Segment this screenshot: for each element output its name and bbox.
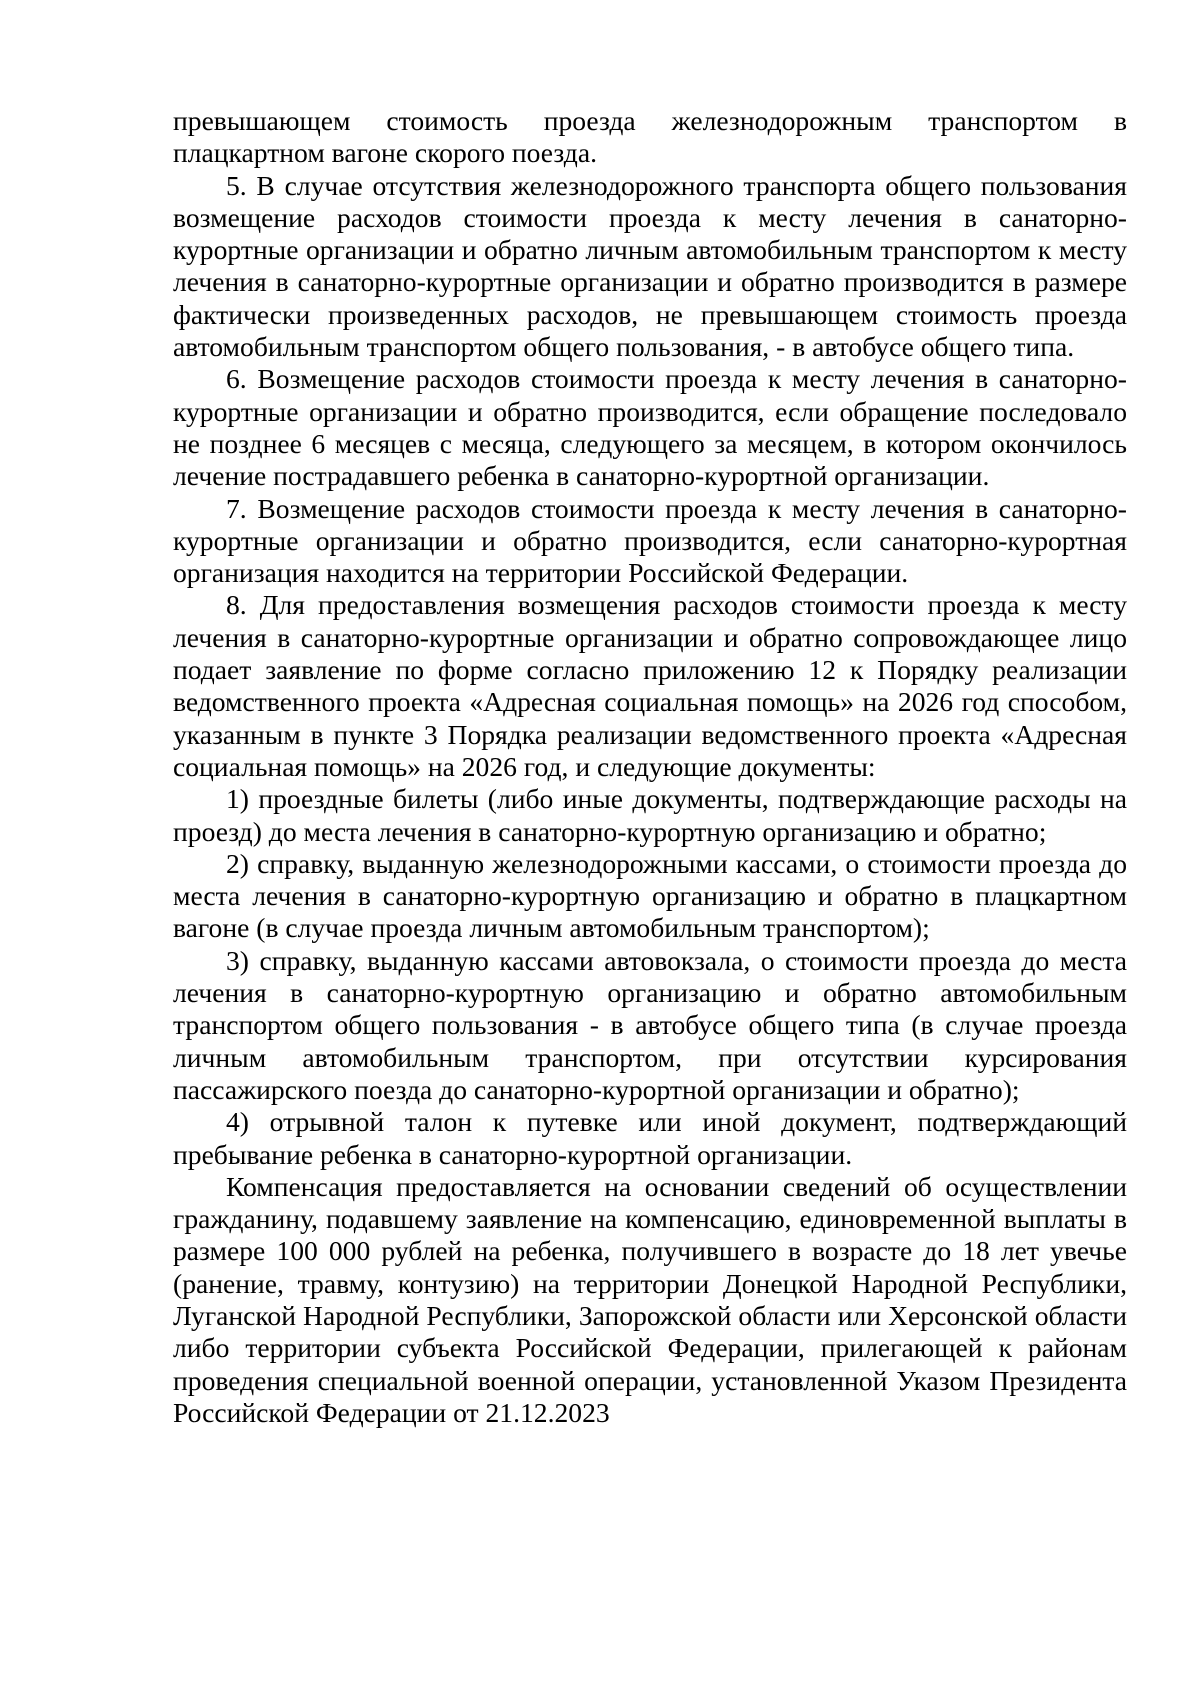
list-item-3: 3) справку, выданную кассами автовокзала, о стоимости проезда до места лечения в санаторно-курортную организацию и обратно автомобильным транспортом общего пользования - в автобусе общего типа (в случае проезда личным автомобильным транспортом, при отсутствии курсирования пассажирского поезда до санаторно-курортной организации и обратно);: [173, 944, 1127, 1105]
list-item-4: 4) отрывной талон к путевке или иной документ, подтверждающий пребывание ребенка в санаторно-курортной организации.: [173, 1106, 1127, 1170]
paragraph-item-6: 6. Возмещение расходов стоимости проезда к месту лечения в санаторно-курортные организации и обратно производится, если обращение последовало не позднее 6 месяцев с месяца, следующего за месяцем, в котором окончилось лечение пострадавшего ребенка в санаторно-курортной организации.: [173, 363, 1127, 492]
list-item-1: 1) проездные билеты (либо иные документы, подтверждающие расходы на проезд) до места лечения в санаторно-курортную организацию и обратно;: [173, 783, 1127, 847]
paragraph-item-5: 5. В случае отсутствия железнодорожного транспорта общего пользования возмещение расходов стоимости проезда к месту лечения в санаторно-курортные организации и обратно личным автомобильным транспортом к месту лечения в санаторно-курортные организации и обратно производится в размере фактически произведенных расходов, не превышающем стоимость проезда автомобильным транспортом общего пользования, - в автобусе общего типа.: [173, 169, 1127, 363]
paragraph-continuation: превышающем стоимость проезда железнодорожным транспортом в плацкартном вагоне скорого поезда.: [173, 105, 1127, 169]
paragraph-item-7: 7. Возмещение расходов стоимости проезда к месту лечения в санаторно-курортные организации и обратно производится, если санаторно-курортная организация находится на территории Российской Федерации.: [173, 492, 1127, 589]
paragraph-item-8: 8. Для предоставления возмещения расходов стоимости проезда к месту лечения в санаторно-курортные организации и обратно сопровождающее лицо подает заявление по форме согласно приложению 12 к Порядку реализации ведомственного проекта «Адресная социальная помощь» на 2026 год способом, указанным в пункте 3 Порядка реализации ведомственного проекта «Адресная социальная помощь» на 2026 год, и следующие документы:: [173, 589, 1127, 782]
document-page: [173, 105, 1127, 1429]
list-item-2: 2) справку, выданную железнодорожными кассами, о стоимости проезда до места лечения в санаторно-курортную организацию и обратно в плацкартном вагоне (в случае проезда личным автомобильным транспортом);: [173, 847, 1127, 944]
paragraph-compensation: Компенсация предоставляется на основании сведений об осуществлении гражданину, подавшему заявление на компенсацию, единовременной выплаты в размере 100 000 рублей на ребенка, получившего в возрасте до 18 лет увечье (ранение, травму, контузию) на территории Донецкой Народной Республики, Луганской Народной Республики, Запорожской области или Херсонской области либо территории субъекта Российской Федерации, прилегающей к районам проведения специальной военной операции, установленной Указом Президента Российской Федерации от 21.12.2023: [173, 1170, 1127, 1428]
